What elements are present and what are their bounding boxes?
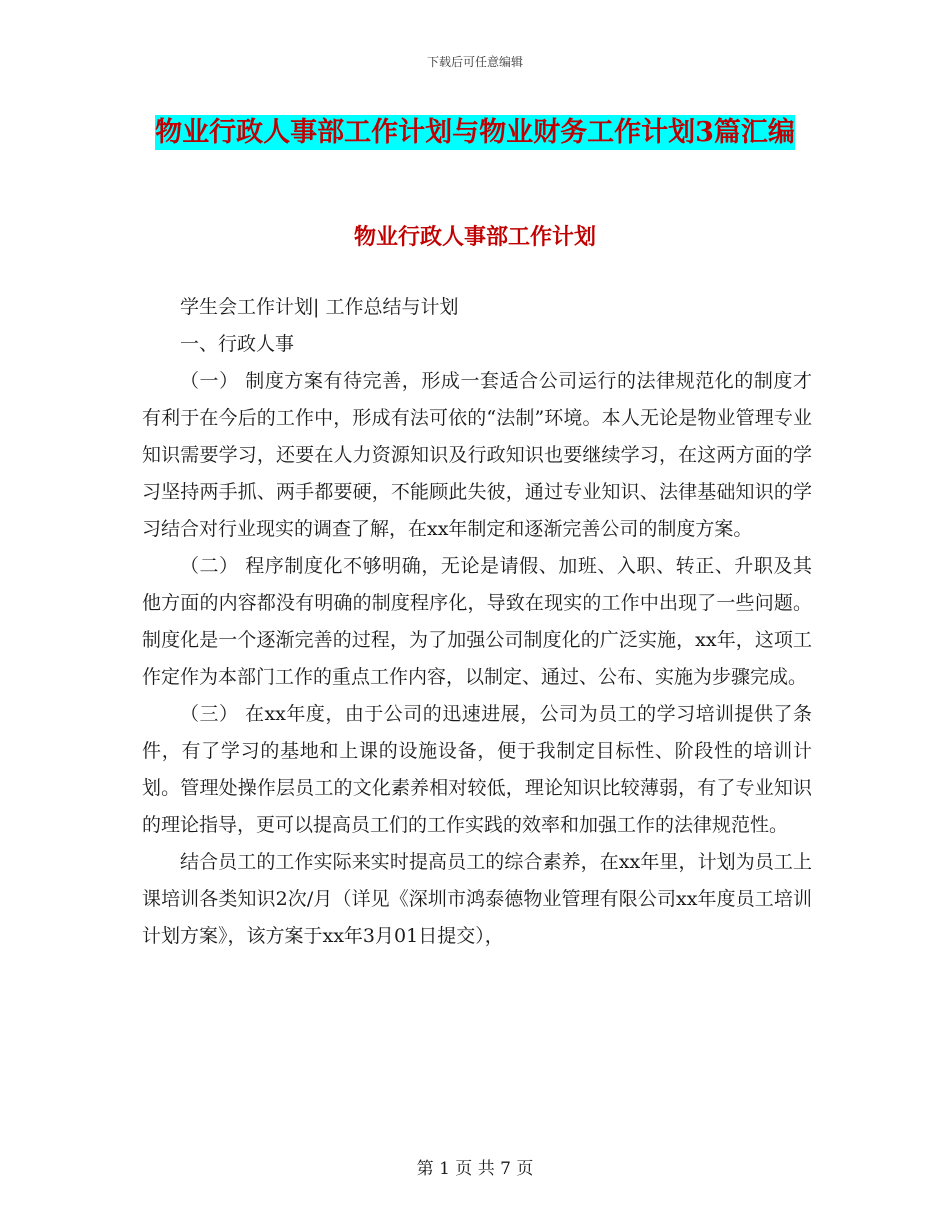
header-note: 下载后可任意编辑 — [426, 55, 523, 69]
body-paragraph: 结合员工的工作实际来实时提高员工的综合素养，在xx年里，计划为员工上课培训各类知识2次/月（详见《深圳市鸿泰德物业管理有限公司xx年度员工培训计划方案》，该方案于xx年3月01日提交）， — [142, 851, 812, 947]
section-title: 物业行政人事部工作计划 — [353, 224, 596, 250]
document-body — [142, 289, 812, 955]
body-paragraph: （二） 程序制度化不够明确，无论是请假、加班、入职、转正、升职及其他方面的内容都没有明确的制度程序化，导致在现实的工作中出现了一些问题。制度化是一个逐渐完善的过程，为了加强公司制度化的广泛实施，xx年，这项工作定作为本部门工作的重点工作内容，以制定、通过、公布、实施为步骤完成。 — [142, 555, 812, 688]
body-paragraph: 一、行政人事 — [180, 333, 295, 355]
document-title — [140, 110, 810, 156]
document-title-text: 物业行政人事部工作计划与物业财务工作计划3篇汇编 — [155, 117, 795, 148]
page-number: 第 1 页 共 7 页 — [416, 1159, 534, 1179]
body-paragraph: （三） 在xx年度，由于公司的迅速进展，公司为员工的学习培训提供了条件，有了学习的基地和上课的设施设备，便于我制定目标性、阶段性的培训计划。管理处操作层员工的文化素养相对较低，理论知识比较薄弱，有了专业知识的理论指导，更可以提高员工们的工作实践的效率和加强工作的法律规范性。 — [142, 703, 812, 836]
body-paragraph: 学生会工作计划| 工作总结与计划 — [180, 296, 459, 318]
body-paragraph: （一） 制度方案有待完善，形成一套适合公司运行的法律规范化的制度才有利于在今后的工作中，形成有法可依的“法制”环境。本人无论是物业管理专业知识需要学习，还要在人力资源知识及行政知识也要继续学习，在这两方面的学习坚持两手抓、两手都要硬，不能顾此失彼，通过专业知识、法律基础知识的学习结合对行业现实的调查了解，在xx年制定和逐渐完善公司的制度方案。 — [142, 370, 812, 540]
